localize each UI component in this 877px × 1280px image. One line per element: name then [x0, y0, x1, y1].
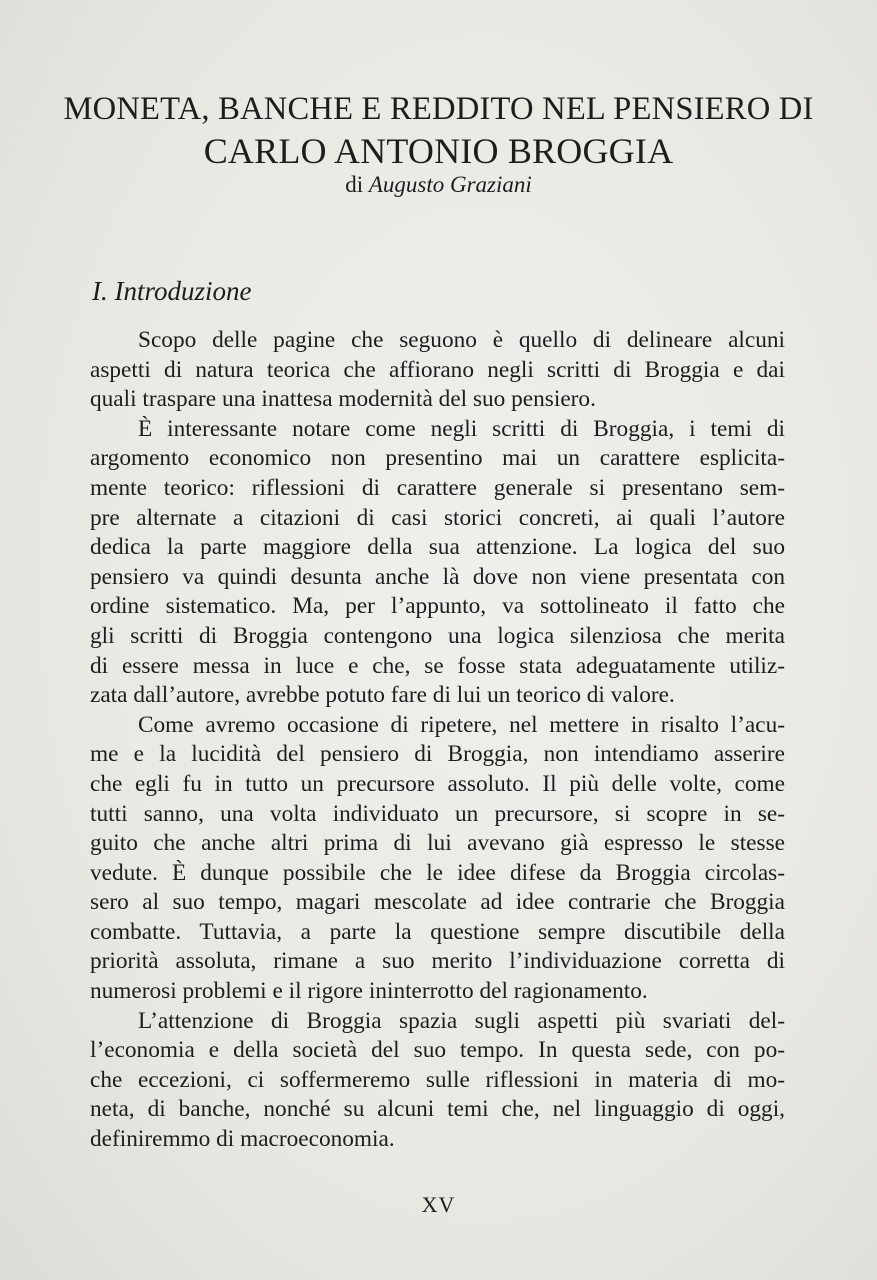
text-line: definiremmo di macroeconomia. [90, 1126, 395, 1153]
chapter-title [60, 88, 817, 172]
text-line: L’attenzione di Broggia spazia sugli aspetti più svariati del- [138, 1007, 785, 1034]
text-line: zata dall’autore, avrebbe potuto fare di lui un teorico di valore. [90, 682, 675, 709]
byline-prefix: di [345, 172, 364, 197]
text-line: che egli fu in tutto un precursore assoluto. Il più delle volte, come [90, 770, 785, 797]
text-line: Come avremo occasione di ripetere, nel mettere in risalto l’acu- [138, 711, 785, 738]
text-line: gli scritti di Broggia contengono una logica silenziosa che merita [90, 622, 785, 649]
title-line-1: MONETA, BANCHE E REDDITO NEL PENSIERO DI [63, 91, 814, 127]
text-line: Scopo delle pagine che seguono è quello di delineare alcuni [138, 327, 785, 353]
text-line: me e la lucidità del pensiero di Broggia, non intendiamo asserire [90, 741, 785, 768]
text-line: combatte. Tuttavia, a parte la questione sempre discutibile della [90, 918, 785, 945]
text-line: sero al suo tempo, magari mescolate ad idee contrarie che Broggia [90, 889, 785, 916]
text-line: mente teorico: riflessioni di carattere generale si presentano sem- [90, 474, 785, 501]
text-line: guito che anche altri prima di lui avevano già espresso le stesse [90, 830, 785, 857]
byline [60, 170, 817, 200]
text-line: tutti sanno, una volta individuato un precursore, si scopre in se- [90, 800, 785, 827]
text-line: neta, di banche, nonché su alcuni temi che, nel linguaggio di oggi, [90, 1096, 785, 1123]
text-line: È interessante notare come negli scritti di Broggia, i temi di [138, 415, 785, 442]
text-line: argomento economico non presentino mai un carattere esplicita- [90, 445, 785, 472]
text-line: dedica la parte maggiore della sua attenzione. La logica del suo [90, 534, 785, 561]
page-number: XV [421, 1192, 456, 1217]
body-text [90, 326, 785, 1155]
text-line: priorità assoluta, rimane a suo merito l’individuazione corretta di [90, 948, 785, 975]
text-line: numerosi problemi e il rigore ininterrotto del ragionamento. [90, 978, 648, 1005]
text-line: ordine sistematico. Ma, per l’appunto, va sottolineato il fatto che [90, 593, 785, 620]
text-line: aspetti di natura teorica che affiorano negli scritti di Broggia e dai [90, 356, 785, 383]
author-name: Augusto Graziani [368, 172, 532, 197]
text-line: quali traspare una inattesa modernità del suo pensiero. [90, 386, 596, 413]
text-line: vedute. È dunque possibile che le idee difese da Broggia circolas- [90, 859, 785, 886]
section-heading: I. Introduzione [92, 276, 252, 306]
text-line: pensiero va quindi desunta anche là dove non viene presentata con [90, 563, 785, 590]
title-line-2: CARLO ANTONIO BROGGIA [203, 131, 674, 171]
text-line: pre alternate a citazioni di casi storici concreti, ai quali l’autore [90, 504, 785, 531]
text-line: che eccezioni, ci soffermeremo sulle riflessioni in materia di mo- [90, 1066, 785, 1093]
text-line: di essere messa in luce e che, se fosse stata adeguatamente utiliz- [90, 652, 785, 679]
text-line: l’economia e della società del suo tempo. In questa sede, con po- [90, 1037, 785, 1064]
